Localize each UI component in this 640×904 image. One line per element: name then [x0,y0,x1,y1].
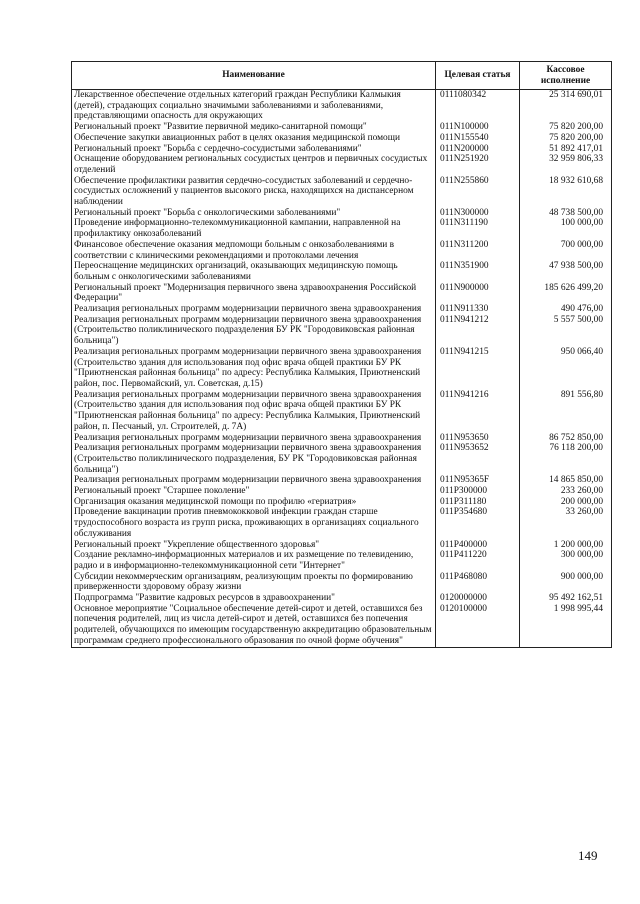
row-amount-cell: 233 260,00 [520,486,612,497]
row-amount-cell: 300 000,00 [520,550,612,571]
row-name-cell: Подпрограмма "Развитие кадровых ресурсов в здравоохранении" [72,593,436,604]
row-code-cell: 011N155540 [436,133,520,144]
row-amount-cell: 48 738 500,00 [520,208,612,219]
table-row [72,486,612,497]
budget-table-container [71,61,611,648]
row-code-cell: 011N100000 [436,122,520,133]
row-name-cell: Проведение информационно-телекоммуникационной кампании, направленной на профилактику онкозаболеваний [72,218,436,239]
row-name-cell: Реализация региональных программ модернизации первичного звена здравоохранения [72,475,436,486]
row-name-cell: Реализация региональных программ модернизации первичного звена здравоохранения (Строительство здания для использования под офис врача общей практики БУ РК "Приютненская районная больница" по адресу: Республика Калмыкия, Приютненский район, пос. Первомайский, ул. Советская, д.15) [72,347,436,390]
header-amount: Кассовое исполнение [520,62,612,90]
row-amount-cell: 75 820 200,00 [520,122,612,133]
row-name-cell: Оснащение оборудованием региональных сосудистых центров и первичных сосудистых отделений [72,154,436,175]
row-amount-cell: 700 000,00 [520,240,612,261]
row-amount-cell: 76 118 200,00 [520,443,612,475]
row-name-cell: Лекарственное обеспечение отдельных категорий граждан Республики Калмыкия (детей), страдающих социально значимыми заболеваниями и заболеваниями, представляющими опасность для окружающих [72,90,436,123]
row-code-cell: 011P354680 [436,507,520,539]
table-row [72,572,612,593]
row-amount-cell: 25 314 690,01 [520,90,612,123]
row-amount-cell: 100 000,00 [520,218,612,239]
row-code-cell: 011N95365F [436,475,520,486]
row-code-cell: 011N311200 [436,240,520,261]
row-name-cell: Реализация региональных программ модернизации первичного звена здравоохранения (Строительство поликлинического подразделения, БУ РК "Городовиковская районная больница") [72,443,436,475]
row-name-cell: Субсидии некоммерческим организациям, реализующим проекты по формированию приверженности здоровому образу жизни [72,572,436,593]
table-row [72,443,612,475]
row-amount-cell: 891 556,80 [520,390,612,433]
row-code-cell: 011N351900 [436,261,520,282]
table-row [72,144,612,155]
table-row [72,208,612,219]
row-name-cell: Обеспечение профилактики развития сердечно-сосудистых заболеваний и сердечно-сосудистых осложнений у пациентов высокого риска, находящихся на диспансерном наблюдении [72,176,436,208]
row-code-cell: 011N941216 [436,390,520,433]
table-body [72,90,612,648]
row-name-cell: Финансовое обеспечение оказания медпомощи больным с онкозаболеваниями в соответствии с клиническими рекомендациями и протоколами лечения [72,240,436,261]
row-amount-cell: 950 066,40 [520,347,612,390]
table-row [72,315,612,347]
row-code-cell: 011N953650 [436,433,520,444]
row-name-cell: Региональный проект "Укрепление общественного здоровья" [72,540,436,551]
row-code-cell: 011N311190 [436,218,520,239]
row-amount-cell: 47 938 500,00 [520,261,612,282]
row-name-cell: Реализация региональных программ модернизации первичного звена здравоохранения [72,304,436,315]
row-name-cell: Региональный проект "Борьба с сердечно-сосудистыми заболеваниями" [72,144,436,155]
table-row [72,240,612,261]
row-amount-cell: 5 557 500,00 [520,315,612,347]
header-code: Целевая статья [436,62,520,90]
row-code-cell: 011P400000 [436,540,520,551]
row-name-cell: Региональный проект "Модернизация первичного звена здравоохранения Российской Федерации" [72,283,436,304]
row-amount-cell: 75 820 200,00 [520,133,612,144]
row-amount-cell: 33 260,00 [520,507,612,539]
row-name-cell: Реализация региональных программ модернизации первичного звена здравоохранения (Строительство здания для использования под офис врача общей практики БУ РК "Приютненская районная больница" по адресу: Республика Калмыкия, Приютненский район, п. Песчаный, ул. Строителей, д. 7А) [72,390,436,433]
row-code-cell: 011P468080 [436,572,520,593]
row-name-cell: Реализация региональных программ модернизации первичного звена здравоохранения (Строительство поликлинического подразделения БУ РК "Городовиковская районная больница") [72,315,436,347]
table-row [72,550,612,571]
row-amount-cell: 18 932 610,68 [520,176,612,208]
table-row [72,283,612,304]
table-row [72,475,612,486]
table-row [72,540,612,551]
row-code-cell: 011P411220 [436,550,520,571]
table-row [72,90,612,123]
table-row [72,154,612,175]
row-code-cell: 011N941215 [436,347,520,390]
row-name-cell: Переоснащение медицинских организаций, оказывающих медицинскую помощь больным с онкологическими заболеваниями [72,261,436,282]
row-amount-cell: 95 492 162,51 [520,593,612,604]
row-amount-cell: 32 959 806,33 [520,154,612,175]
table-row [72,261,612,282]
row-name-cell: Региональный проект "Развитие первичной медико-санитарной помощи" [72,122,436,133]
row-code-cell: 011N300000 [436,208,520,219]
row-code-cell: 0120100000 [436,604,520,647]
row-amount-cell: 900 000,00 [520,572,612,593]
row-code-cell: 011P311180 [436,497,520,508]
table-row [72,593,612,604]
table-row [72,304,612,315]
row-code-cell: 0120000000 [436,593,520,604]
row-code-cell: 011N911330 [436,304,520,315]
row-amount-cell: 51 892 417,01 [520,144,612,155]
row-code-cell: 011N941212 [436,315,520,347]
row-name-cell: Региональный проект "Старшее поколение" [72,486,436,497]
row-code-cell: 011N255860 [436,176,520,208]
row-name-cell: Организация оказания медицинской помощи по профилю «гериатрия» [72,497,436,508]
row-code-cell: 011N200000 [436,144,520,155]
table-row [72,176,612,208]
header-row [72,62,612,90]
row-amount-cell: 86 752 850,00 [520,433,612,444]
table-header [72,62,612,90]
table-row [72,133,612,144]
row-amount-cell: 490 476,00 [520,304,612,315]
row-amount-cell: 185 626 499,20 [520,283,612,304]
row-code-cell: 011P300000 [436,486,520,497]
row-name-cell: Создание рекламно-информационных материалов и их размещение по телевидению, радио и в информационно-телекоммуникационной сети "Интернет" [72,550,436,571]
table-row [72,347,612,390]
table-row [72,122,612,133]
row-amount-cell: 14 865 850,00 [520,475,612,486]
table-row [72,433,612,444]
row-code-cell: 0111080342 [436,90,520,123]
row-name-cell: Реализация региональных программ модернизации первичного звена здравоохранения [72,433,436,444]
row-amount-cell: 200 000,00 [520,497,612,508]
table-row [72,218,612,239]
row-name-cell: Обеспечение закупки авиационных работ в целях оказания медицинской помощи [72,133,436,144]
row-name-cell: Основное мероприятие "Социальное обеспечение детей-сирот и детей, оставшихся без попечения родителей, лиц из числа детей-сирот и детей, оставшихся без попечения родителей, обучающихся по имеющим государственную аккредитацию образовательным программам среднего профессионального образования по очной форме обучения" [72,604,436,647]
table-row [72,507,612,539]
row-code-cell: 011N900000 [436,283,520,304]
table-row [72,497,612,508]
page-number: 149 [578,848,598,863]
budget-execution-table [71,61,612,648]
header-name: Наименование [72,62,436,90]
table-row [72,604,612,647]
row-name-cell: Региональный проект "Борьба с онкологическими заболеваниями" [72,208,436,219]
row-name-cell: Проведение вакцинации против пневмококковой инфекции граждан старше трудоспособного возраста из групп риска, проживающих в организациях социального обслуживания [72,507,436,539]
row-amount-cell: 1 998 995,44 [520,604,612,647]
table-row [72,390,612,433]
row-code-cell: 011N953652 [436,443,520,475]
row-amount-cell: 1 200 000,00 [520,540,612,551]
row-code-cell: 011N251920 [436,154,520,175]
